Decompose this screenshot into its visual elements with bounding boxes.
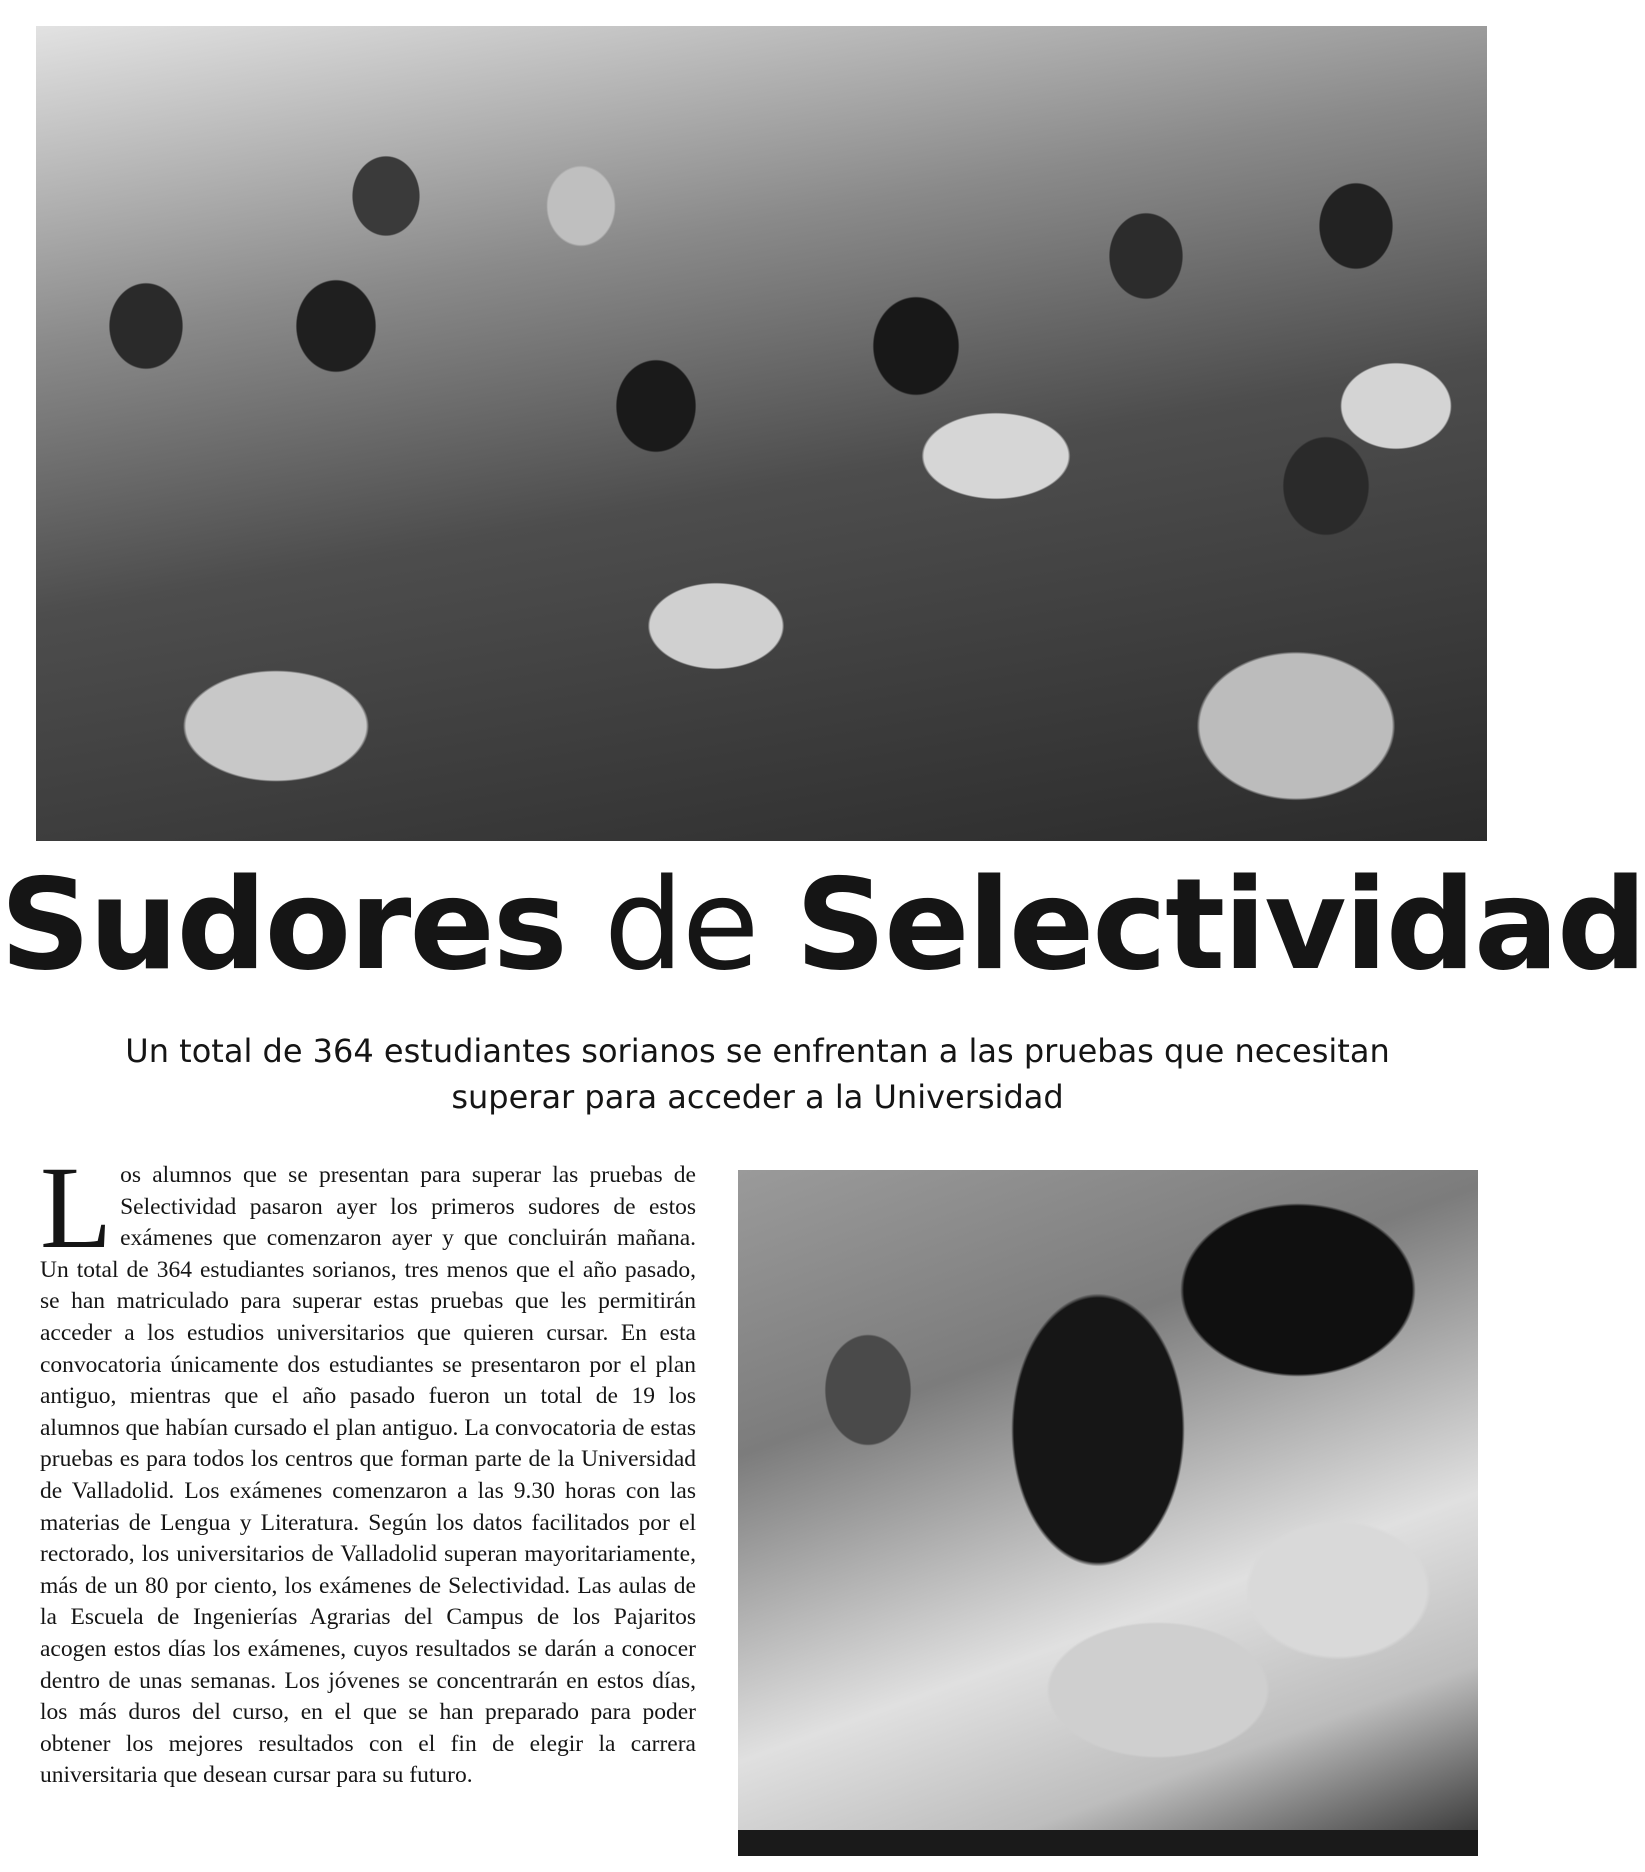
headline-word-1: Sudores xyxy=(0,851,566,998)
headline xyxy=(0,850,1645,1000)
student-writing-photo xyxy=(738,1170,1478,1856)
drop-cap: L xyxy=(40,1142,113,1273)
headline-word-3: Selectividad xyxy=(795,851,1645,998)
article-body xyxy=(40,1142,696,1792)
article-body-text: os alumnos que se presentan para superar las pruebas de Selectividad pasaron ayer los primeros sudores de estos exámenes que comenzaron ayer y que concluirán mañana. Un total de 364 estudiantes sorianos, tres menos que el año pasado, se han matriculado para superar estas pruebas que les permitirán acceder a los estudios universitarios que quieren cursar. En esta convocatoria únicamente dos estudiantes se presentaron por el plan antiguo, mientras que el año pasado fueron un total de 19 los alumnos que habían cursado el plan antiguo. La convocatoria de estas pruebas es para todos los centros que forman parte de la Universidad de Valladolid. Los exámenes comenzaron a las 9.30 horas con las materias de Lengua y Literatura. Según los datos facilitados por el rectorado, los universitarios de Valladolid superan mayoritariamente, más de un 80 por ciento, los exámenes de Selectividad. Las aulas de la Escuela de Ingenierías Agrarias del Campus de los Pajaritos acogen estos días los exámenes, cuyos resultados se darán a conocer dentro de unas semanas. Los jóvenes se concentrarán en estos días, los más duros del curso, en el que se han preparado para poder obtener los mejores resultados con el fin de elegir la carrera universitaria que desean cursar para su futuro. xyxy=(40,1162,696,1789)
headline-word-2: de xyxy=(603,851,758,998)
subtitle: Un total de 364 estudiantes sorianos se enfrentan a las pruebas que necesitan superar para acceder a la Universidad xyxy=(125,1032,1390,1116)
students-exam-photo xyxy=(36,26,1487,841)
photo-desk-edge xyxy=(738,1830,1478,1856)
